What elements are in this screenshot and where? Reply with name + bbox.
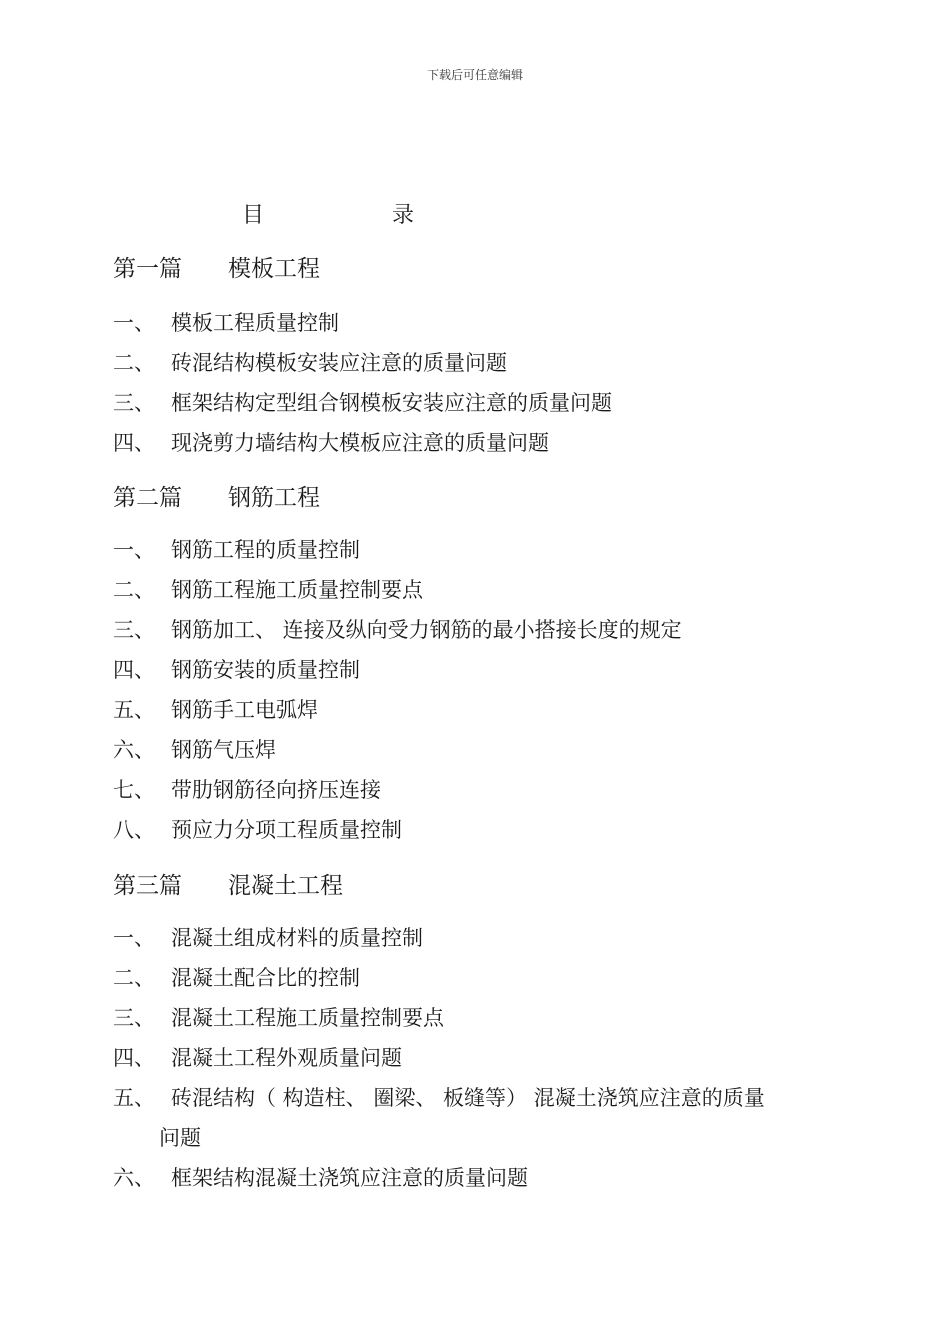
item-text: 预应力分项工程质量控制: [171, 818, 402, 842]
item-text: 砖混结构模板安装应注意的质量问题: [171, 351, 507, 375]
item-number: 四、: [113, 431, 155, 455]
toc-item: [113, 654, 360, 684]
toc-item: [113, 614, 682, 644]
item-text: 框架结构混凝土浇筑应注意的质量问题: [171, 1166, 528, 1190]
item-text: 现浇剪力墙结构大模板应注意的质量问题: [171, 431, 549, 455]
item-number: 二、: [113, 578, 155, 602]
toc-item: [113, 307, 339, 337]
header-note: 下载后可任意编辑: [426, 68, 523, 82]
part-name: 模板工程: [228, 256, 320, 282]
toc-item: [113, 734, 276, 764]
item-text: 砖混结构（ 构造柱、 圈梁、 板缝等） 混凝土浇筑应注意的质量: [171, 1086, 765, 1110]
item-number: 二、: [113, 966, 155, 990]
toc-item: [113, 387, 612, 417]
toc-title: [0, 198, 950, 228]
toc-item: [113, 427, 549, 457]
item-text: 混凝土工程外观质量问题: [171, 1046, 402, 1070]
toc-item: [113, 694, 318, 724]
part-heading-2: [113, 479, 320, 512]
item-text: 钢筋气压焊: [171, 738, 276, 762]
item-text: 模板工程质量控制: [171, 311, 339, 335]
part-heading-1: [113, 250, 320, 283]
toc-item-continuation: [113, 1122, 201, 1152]
toc-item: [113, 1002, 444, 1032]
toc-item: [113, 962, 360, 992]
part-name: 混凝土工程: [228, 873, 343, 899]
part-label: 第一篇: [113, 256, 182, 282]
item-number: 三、: [113, 391, 155, 415]
toc-item: [113, 922, 423, 952]
item-number: 二、: [113, 351, 155, 375]
part-name: 钢筋工程: [228, 485, 320, 511]
item-number: 四、: [113, 658, 155, 682]
item-text: 钢筋加工、 连接及纵向受力钢筋的最小搭接长度的规定: [171, 618, 682, 642]
item-text: 混凝土配合比的控制: [171, 966, 360, 990]
toc-item: [113, 814, 402, 844]
toc-title-char-2: 录: [392, 203, 415, 228]
item-text: 钢筋工程的质量控制: [171, 538, 360, 562]
item-number: 一、: [113, 926, 155, 950]
item-text: 带肋钢筋径向挤压连接: [171, 778, 381, 802]
item-number: 三、: [113, 618, 155, 642]
item-number: 四、: [113, 1046, 155, 1070]
toc-item: [113, 347, 507, 377]
item-number: 五、: [113, 1086, 155, 1110]
part-label: 第三篇: [113, 873, 182, 899]
item-number: 五、: [113, 698, 155, 722]
toc-item: [113, 574, 423, 604]
item-number: 三、: [113, 1006, 155, 1030]
item-number: 六、: [113, 1166, 155, 1190]
toc-item: [113, 534, 360, 564]
part-heading-3: [113, 867, 343, 900]
item-text: 钢筋工程施工质量控制要点: [171, 578, 423, 602]
item-text: 混凝土工程施工质量控制要点: [171, 1006, 444, 1030]
item-number: 一、: [113, 311, 155, 335]
item-text: 混凝土组成材料的质量控制: [171, 926, 423, 950]
toc-item: [113, 1082, 765, 1112]
item-number: 一、: [113, 538, 155, 562]
part-label: 第二篇: [113, 485, 182, 511]
item-text: 钢筋安装的质量控制: [171, 658, 360, 682]
item-text: 钢筋手工电弧焊: [171, 698, 318, 722]
item-text-continuation: 问题: [159, 1126, 201, 1150]
toc-item: [113, 774, 381, 804]
item-number: 七、: [113, 778, 155, 802]
item-text: 框架结构定型组合钢模板安装应注意的质量问题: [171, 391, 612, 415]
toc-item: [113, 1042, 402, 1072]
item-number: 八、: [113, 818, 155, 842]
toc-item: [113, 1162, 528, 1192]
toc-title-char-1: 目: [242, 203, 265, 228]
item-number: 六、: [113, 738, 155, 762]
